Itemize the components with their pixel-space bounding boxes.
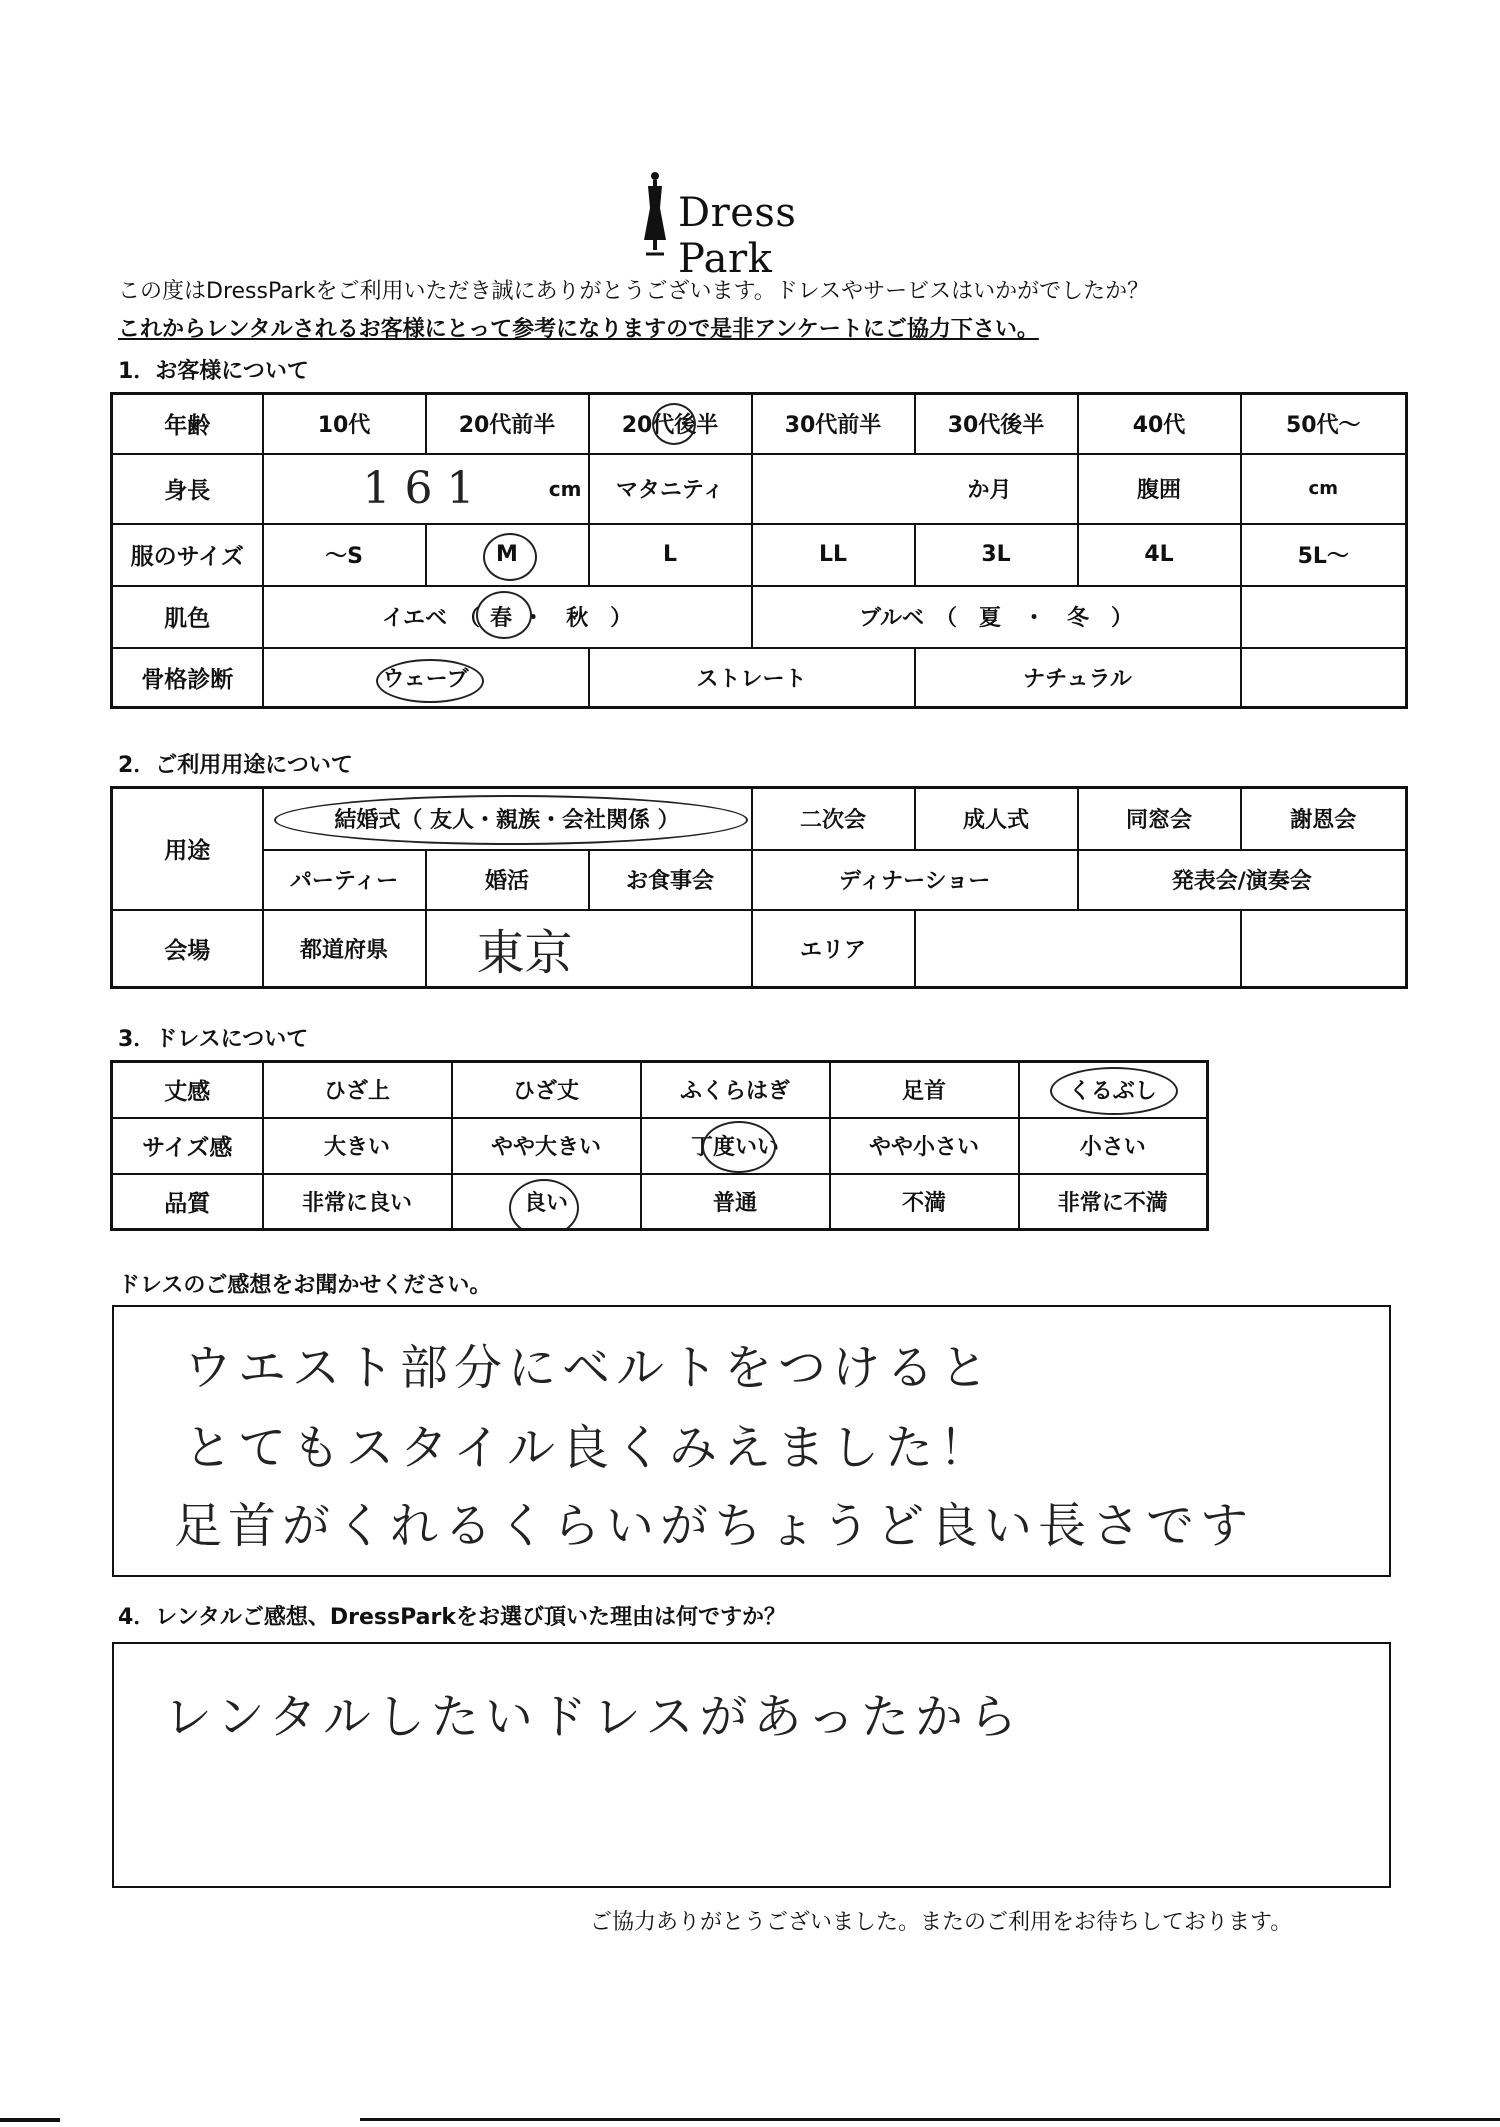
quality-option[interactable]: 不満 (830, 1174, 1019, 1230)
impressions-line: ウエスト部分にベルトをつけると (184, 1340, 995, 1396)
size-option[interactable]: 5L～ (1241, 524, 1407, 586)
frame-option[interactable]: ストレート (589, 648, 915, 708)
purpose-wedding-selected[interactable]: 結婚式（ 友人・親族・会社関係 ） (263, 788, 752, 850)
intro-line-2: これからレンタルされるお客様にとって参考になりますので是非アンケートにご協力下さい。 (118, 317, 1039, 342)
impressions-box[interactable] (112, 1305, 1391, 1577)
footer-thanks: ご協力ありがとうございました。またのご利用をお待ちしております。 (590, 1910, 1293, 1935)
age-option[interactable]: 30代前半 (752, 394, 915, 454)
quality-label: 品質 (112, 1174, 263, 1230)
reason-box[interactable] (112, 1642, 1391, 1888)
frame-label: 骨格診断 (112, 648, 263, 708)
selection-circle (476, 591, 532, 639)
prefecture-label: 都道府県 (263, 910, 426, 988)
fit-label: サイズ感 (112, 1118, 263, 1174)
length-label: 丈感 (112, 1062, 263, 1118)
quality-option[interactable]: 非常に不満 (1019, 1174, 1208, 1230)
selection-circle (274, 795, 748, 845)
fit-option[interactable]: 大きい (263, 1118, 452, 1174)
blue-base-option[interactable]: ブルベ （ 夏 ・ 冬 ） (752, 586, 1241, 648)
purpose-option[interactable]: ディナーショー (752, 850, 1078, 910)
length-option[interactable]: ひざ上 (263, 1062, 452, 1118)
impressions-line: とてもスタイル良くみえました！ (184, 1420, 994, 1476)
age-option[interactable]: 50代～ (1241, 394, 1407, 454)
length-option[interactable]: ひざ丈 (452, 1062, 641, 1118)
empty-cell (1241, 648, 1407, 708)
fit-option[interactable]: 小さい (1019, 1118, 1208, 1174)
age-option[interactable]: 20代前半 (426, 394, 589, 454)
reason-answer: レンタルしたいドレスがあったから (164, 1689, 1023, 1745)
length-option[interactable]: 足首 (830, 1062, 1019, 1118)
height-unit: cm (548, 476, 582, 501)
section-3-title: 3．ドレスについて (118, 1027, 309, 1052)
customer-table (110, 392, 1408, 709)
scan-edge-mark (360, 2118, 1500, 2121)
section-2-title: 2．ご利用用途について (118, 753, 353, 778)
dresspark-logo (640, 168, 880, 282)
dress-icon (640, 168, 670, 258)
size-label: 服のサイズ (112, 524, 263, 586)
age-option-selected[interactable]: 20代後半 (589, 394, 752, 454)
area-field[interactable] (915, 910, 1241, 988)
quality-option-selected[interactable]: 良い (452, 1174, 641, 1230)
area-label: エリア (752, 910, 915, 988)
purpose-label: 用途 (112, 788, 263, 910)
selection-circle (509, 1179, 579, 1230)
dress-table (110, 1060, 1209, 1231)
selection-circle (702, 1121, 776, 1173)
height-value: 161 (362, 463, 489, 514)
selection-circle (376, 659, 484, 703)
age-option[interactable]: 40代 (1078, 394, 1241, 454)
prefecture-field[interactable] (426, 910, 752, 988)
size-option[interactable]: 3L (915, 524, 1078, 586)
intro-line-1: この度はDressParkをご利用いただき誠にありがとうございます。ドレスやサービスはいかがでしたか？ (118, 279, 1150, 304)
purpose-option[interactable]: パーティー (263, 850, 426, 910)
yellow-base-option[interactable]: イエベ （ 春 ・ 秋 ） (263, 586, 752, 648)
section-1-title: 1．お客様について (118, 359, 309, 384)
purpose-option[interactable]: 謝恩会 (1241, 788, 1407, 850)
empty-cell (1241, 910, 1407, 988)
height-field[interactable] (263, 454, 589, 524)
fit-option[interactable]: やや小さい (830, 1118, 1019, 1174)
venue-label: 会場 (112, 910, 263, 988)
purpose-option[interactable]: 婚活 (426, 850, 589, 910)
impressions-prompt: ドレスのご感想をお聞かせください。 (118, 1273, 492, 1298)
age-option[interactable]: 30代後半 (915, 394, 1078, 454)
scan-edge-mark (0, 2118, 60, 2122)
impressions-line: 足首がくれるくらいがちょうど良い長さです (174, 1498, 1255, 1554)
purpose-option[interactable]: 成人式 (915, 788, 1078, 850)
age-label: 年齢 (112, 394, 263, 454)
size-option[interactable]: LL (752, 524, 915, 586)
frame-option-selected[interactable]: ウェーブ (263, 648, 589, 708)
prefecture-value: 東京 (476, 924, 573, 981)
section-4-title: 4．レンタルご感想、DressParkをお選び頂いた理由は何ですか？ (118, 1605, 786, 1630)
frame-option[interactable]: ナチュラル (915, 648, 1241, 708)
quality-option[interactable]: 普通 (641, 1174, 830, 1230)
skin-label: 肌色 (112, 586, 263, 648)
empty-cell (1241, 586, 1407, 648)
size-option-selected[interactable]: M (426, 524, 589, 586)
length-option-selected[interactable]: くるぶし (1019, 1062, 1208, 1118)
purpose-option[interactable]: 二次会 (752, 788, 915, 850)
waist-label: 腹囲 (1078, 454, 1241, 524)
height-label: 身長 (112, 454, 263, 524)
brand-name: Dress Park (678, 190, 797, 282)
age-option[interactable]: 10代 (263, 394, 426, 454)
quality-option[interactable]: 非常に良い (263, 1174, 452, 1230)
selection-circle (1050, 1067, 1178, 1115)
purpose-option[interactable]: お食事会 (589, 850, 752, 910)
purpose-option[interactable]: 発表会/演奏会 (1078, 850, 1407, 910)
fit-option[interactable]: やや大きい (452, 1118, 641, 1174)
size-option[interactable]: 4L (1078, 524, 1241, 586)
size-option[interactable]: L (589, 524, 752, 586)
waist-unit[interactable]: cm (1241, 454, 1407, 524)
size-option[interactable]: ～S (263, 524, 426, 586)
fit-option-selected[interactable]: 丁度いい (641, 1118, 830, 1174)
maternity-label: マタニティ (589, 454, 752, 524)
maternity-months[interactable]: か月 (752, 454, 1078, 524)
selection-circle (652, 403, 696, 445)
length-option[interactable]: ふくらはぎ (641, 1062, 830, 1118)
purpose-table (110, 786, 1408, 989)
purpose-option[interactable]: 同窓会 (1078, 788, 1241, 850)
selection-circle (483, 533, 537, 581)
